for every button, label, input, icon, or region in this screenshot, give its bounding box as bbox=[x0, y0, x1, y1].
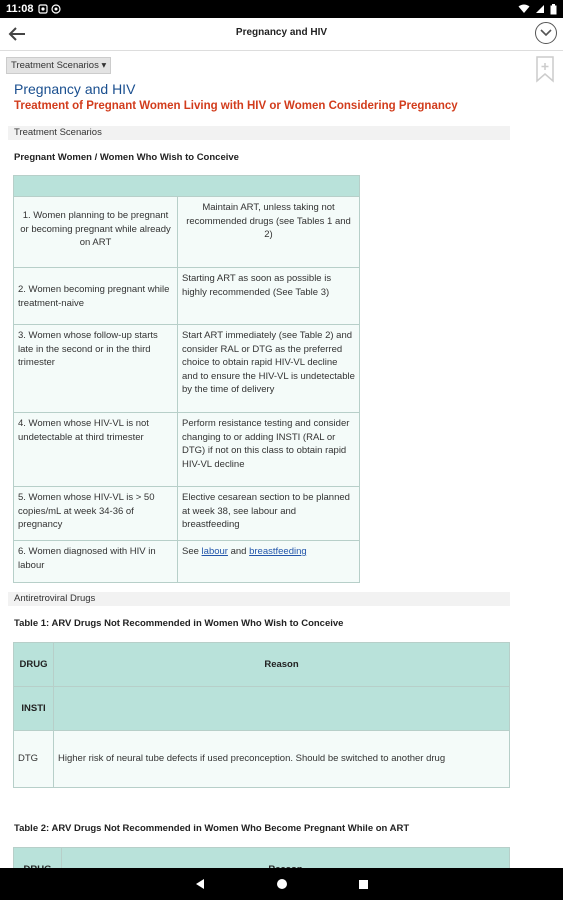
notification-icon bbox=[38, 4, 48, 14]
action-cell bbox=[178, 541, 360, 583]
battery-icon bbox=[550, 4, 557, 15]
expand-menu-button[interactable] bbox=[535, 22, 557, 44]
action-prefix: See bbox=[182, 546, 202, 557]
app-status-icon bbox=[51, 4, 61, 14]
col-drug-header: DRUG bbox=[14, 643, 54, 687]
col-reason-header: Reason bbox=[54, 643, 510, 687]
subtitle: Treatment of Pregnant Women Living with HIV or Women Considering Pregnancy bbox=[14, 100, 458, 112]
chevron-down-icon bbox=[540, 29, 552, 37]
status-time: 11:08 bbox=[6, 3, 34, 15]
breastfeeding-link[interactable]: breastfeeding bbox=[249, 546, 307, 557]
table2-caption: Table 2: ARV Drugs Not Recommended in Women Who Become Pregnant While on ART bbox=[14, 823, 410, 834]
table-header-row bbox=[14, 176, 360, 197]
wifi-icon bbox=[518, 4, 530, 14]
drug-cell: DTG bbox=[14, 731, 54, 788]
action-cell: Starting ART as soon as possible is highly recommended (See Table 3) bbox=[178, 268, 360, 325]
situation-cell: 1. Women planning to be pregnant or becoming pregnant while already on ART bbox=[14, 197, 178, 268]
signal-icon bbox=[535, 4, 545, 14]
table-group-row bbox=[14, 687, 510, 731]
section-header-treatment: Treatment Scenarios bbox=[8, 126, 510, 140]
table-row bbox=[14, 731, 510, 788]
situation-cell: 5. Women whose HIV-VL is > 50 copies/mL at week 34-36 of pregnancy bbox=[14, 487, 178, 541]
table-row bbox=[14, 487, 360, 541]
content-area[interactable] bbox=[0, 50, 563, 868]
table1-caption: Table 1: ARV Drugs Not Recommended in Women Who Wish to Conceive bbox=[14, 618, 344, 629]
situation-cell: 2. Women becoming pregnant while treatment-naive bbox=[14, 268, 178, 325]
nav-recents-icon[interactable] bbox=[358, 879, 369, 890]
heading: Pregnancy and HIV bbox=[14, 81, 136, 97]
section-dropdown[interactable] bbox=[6, 57, 111, 74]
nav-back-icon[interactable] bbox=[194, 878, 206, 890]
situation-cell: 6. Women diagnosed with HIV in labour bbox=[14, 541, 178, 583]
table1 bbox=[13, 642, 510, 788]
action-cell: Perform resistance testing and consider changing to or adding INSTI (RAL or DTG) if not on this class to obtain rapid HIV-VL decline bbox=[178, 413, 360, 487]
page-title: Pregnancy and HIV bbox=[235, 27, 328, 38]
table-row bbox=[14, 268, 360, 325]
table-row bbox=[14, 541, 360, 583]
nav-home-icon[interactable] bbox=[276, 878, 288, 890]
table-row bbox=[14, 325, 360, 413]
table-row bbox=[14, 413, 360, 487]
scenarios-table bbox=[13, 175, 360, 583]
action-cell: Start ART immediately (see Table 2) and consider RAL or DTG as the preferred choice to obtain rapid HIV-VL decline and to ensure the HIV-VL is undetectable by the time of delivery bbox=[178, 325, 360, 413]
situation-cell: 4. Women whose HIV-VL is not undetectable at third trimester bbox=[14, 413, 178, 487]
app-bar bbox=[0, 18, 563, 51]
navigation-bar bbox=[0, 868, 563, 900]
dropdown-label: Treatment Scenarios bbox=[11, 60, 99, 71]
group-cell: INSTI bbox=[14, 687, 54, 731]
situation-cell: 3. Women whose follow-up starts late in the second or in the third trimester bbox=[14, 325, 178, 413]
dropdown-arrow-icon: ▾ bbox=[101, 60, 107, 71]
status-bar bbox=[0, 0, 563, 18]
table-header-row bbox=[14, 643, 510, 687]
section-header-antiretroviral: Antiretroviral Drugs bbox=[8, 592, 510, 606]
action-cell: Elective cesarean section to be planned at week 38, see labour and breastfeeding bbox=[178, 487, 360, 541]
caption-pregnant-women: Pregnant Women / Women Who Wish to Conceive bbox=[14, 152, 239, 163]
action-and: and bbox=[227, 546, 250, 557]
table-row bbox=[14, 197, 360, 268]
labour-link[interactable]: labour bbox=[201, 546, 228, 557]
action-cell: Maintain ART, unless taking not recommended drugs (see Tables 1 and 2) bbox=[178, 197, 360, 268]
reason-cell: Higher risk of neural tube defects if used preconception. Should be switched to another drug bbox=[54, 731, 510, 788]
